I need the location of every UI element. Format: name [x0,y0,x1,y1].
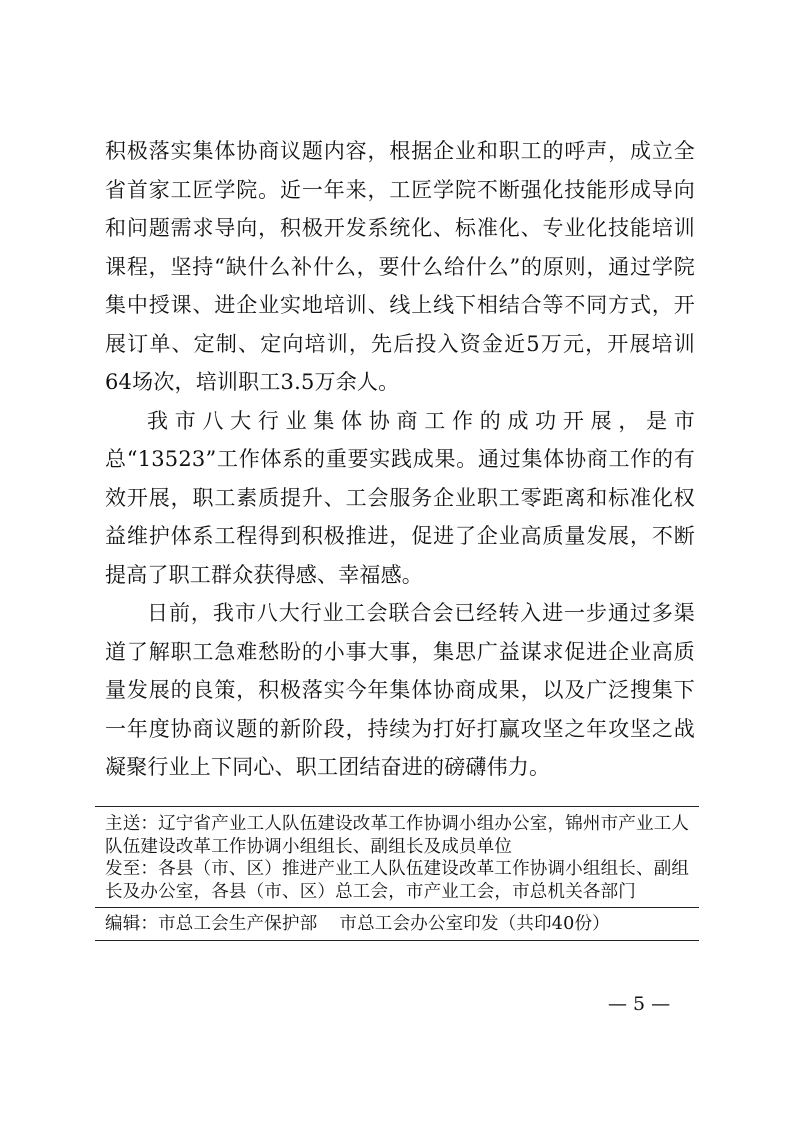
main-send-recipients: 主送：辽宁省产业工人队伍建设改革工作协调小组办公室，锦州市产业工人队伍建设改革工作协调小组组长、副组长及成员单位 [105,814,690,857]
paragraph-achievement: 我市八大行业集体协商工作的成功开展，是市总“13523”工作体系的重要实践成果。通过集体协商工作的有效开展，职工素质提升、工会服务企业职工零距离和标准化权益维护体系工程得到积极推进，促进了企业高质量发展，不断提高了职工群众获得感、幸福感。 [105,408,695,587]
editor-line [95,908,699,940]
page-number: — 5 — [608,993,671,1015]
distribution-block [95,806,699,941]
printer-label: 市总工会办公室印发（共印40份） [339,914,610,934]
send-to-recipients: 发至：各县（市、区）推进产业工人队伍建设改革工作协调小组组长、副组长及办公室，各县（市、区）总工会，市产业工会，市总机关各部门 [105,859,690,902]
body-text [105,132,695,787]
paragraph-next-stage: 日前，我市八大行业工会联合会已经转入进一步通过多渠道了解职工急难愁盼的小事大事，集思广益谋求促进企业高质量发展的良策，积极落实今年集体协商成果，以及广泛搜集下一年度协商议题的新阶段，持续为打好打赢攻坚之年攻坚之战凝聚行业上下同心、职工团结奋进的磅礴伟力。 [105,601,695,779]
editor-label: 编辑：市总工会生产保护部 [105,914,318,934]
paragraph-continuation: 积极落实集体协商议题内容，根据企业和职工的呼声，成立全省首家工匠学院。近一年来，工匠学院不断强化技能形成导向和问题需求导向，积极开发系统化、标准化、专业化技能培训课程，坚持“缺什么补什么，要什么给什么”的原则，通过学院集中授课、进企业实地培训、线上线下相结合等不同方式，开展订单、定制、定向培训，先后投入资金近5万元，开展培训64场次，培训职工3.5万余人。 [105,139,695,394]
bottom-rule [95,940,699,941]
